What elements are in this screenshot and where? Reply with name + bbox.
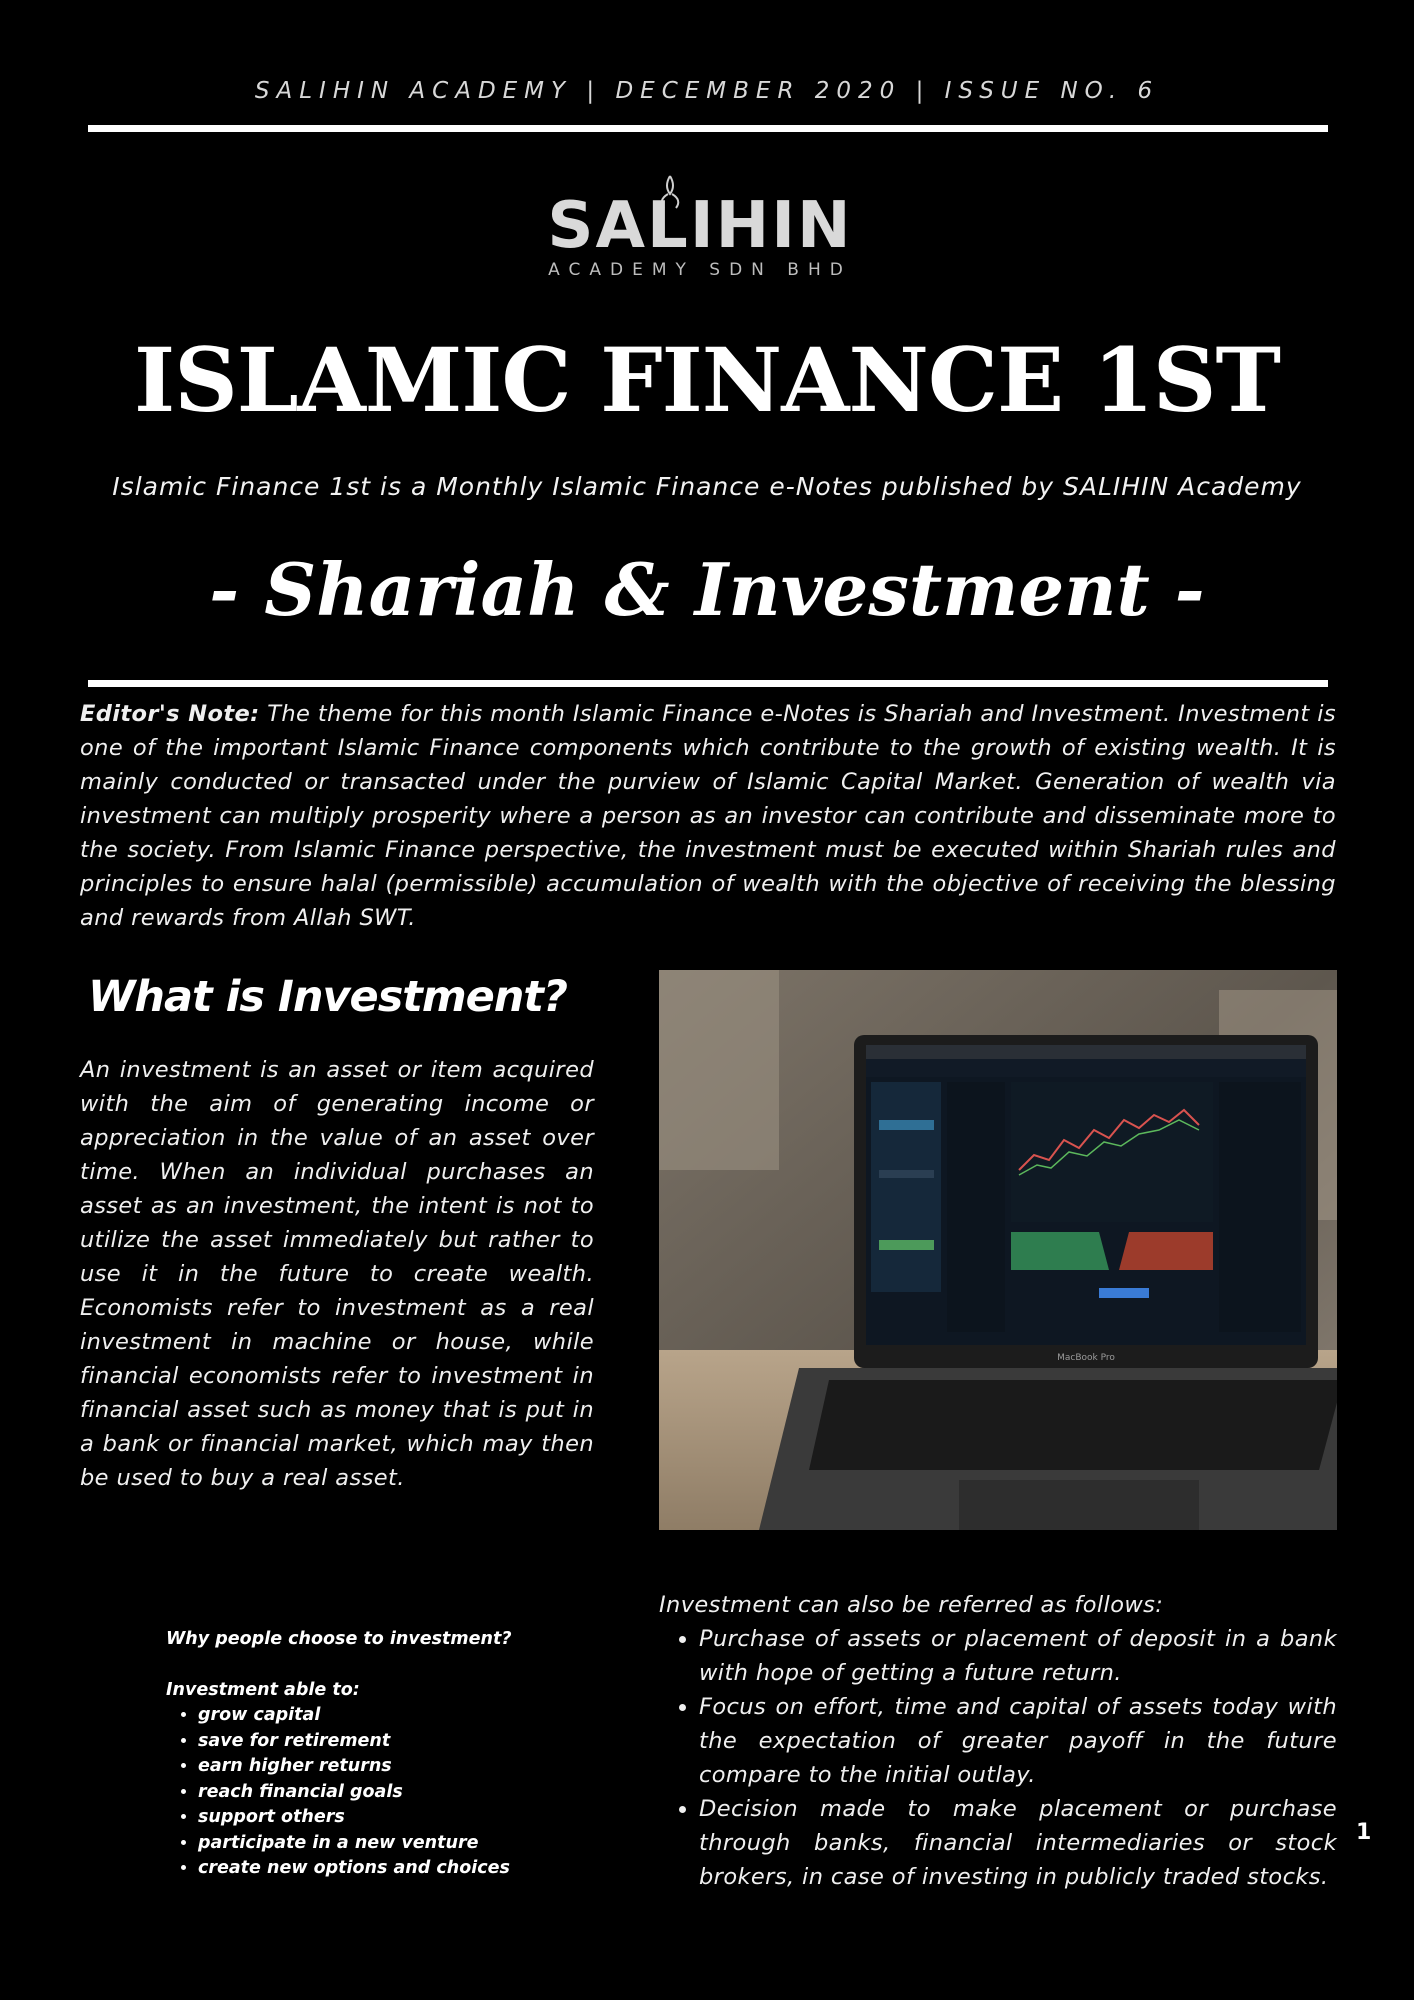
list-item: • participate in a new venture [198, 1831, 586, 1857]
list-item: • Focus on effort, time and capital of assets today with the expectation of greater payoff in the future compare to the initial outlay. [699, 1690, 1337, 1792]
list-item: • earn higher returns [198, 1754, 586, 1780]
list-item: • reach financial goals [198, 1780, 586, 1806]
masthead: SALIHIN ACADEMY | DECEMBER 2020 | ISSUE NO. 6 [254, 78, 1160, 104]
list-item: • create new options and choices [198, 1856, 586, 1882]
list-item: • Decision made to make placement or purchase through banks, financial intermediaries or stock brokers, in case of investing in publicly traded stocks. [699, 1792, 1337, 1894]
list-item: • grow capital [198, 1703, 586, 1729]
list-item: • save for retirement [198, 1729, 586, 1755]
page-number: 1 [1356, 1820, 1372, 1845]
definitions-list [659, 1622, 1337, 1894]
list-item: • Purchase of assets or placement of deposit in a bank with hope of getting a future return. [699, 1622, 1337, 1690]
laptop-model-label: MacBook Pro [1057, 1353, 1115, 1363]
list-item: • support others [198, 1805, 586, 1831]
editor-note-label: Editor's Note: [80, 701, 260, 727]
section-title: What is Investment? [88, 972, 567, 1022]
logo-name: SALIHIN [547, 189, 853, 263]
page-title: ISLAMIC FINANCE 1ST [134, 328, 1280, 432]
editor-note [80, 697, 1336, 935]
why-invest-box [166, 1627, 586, 1882]
logo-graphic [500, 172, 900, 282]
laptop-trading-photo [659, 970, 1337, 1530]
investment-definitions [659, 1588, 1337, 1894]
logo-subtitle: ACADEMY SDN BHD [548, 260, 852, 280]
section-body: An investment is an asset or item acquired with the aim of generating income or appreciation in the value of an asset over time. When an individual purchases an asset as an investment, the intent is not to utilize the asset immediately but rather to use it in the future to create wealth. Economists refer to investment as a real investment in machine or house, while financial economists refer to investment in financial asset such as money that is put in a bank or financial market, which may then be used to buy a real asset. [80, 1057, 594, 1491]
section-divider [88, 680, 1328, 687]
editor-note-text: The theme for this month Islamic Finance e-Notes is Shariah and Investment. Investment is one of the important Islamic Finance components which contribute to the growth of existing wealth. It is mainly conducted or transacted under the purview of Islamic Capital Market. Generation of wealth via investment can multiply prosperity where a person as an investor can contribute and disseminate more to the society. From Islamic Finance perspective, the investment must be executed within Shariah rules and principles to ensure halal (permissible) accumulation of wealth with the objective of receiving the blessing and rewards from Allah SWT. [80, 701, 1336, 931]
why-question: Why people choose to investment? [166, 1629, 512, 1649]
definitions-intro: Investment can also be referred as follows: [659, 1592, 1164, 1618]
benefits-list [166, 1703, 586, 1882]
tagline: Islamic Finance 1st is a Monthly Islamic Finance e-Notes published by SALIHIN Academy [112, 472, 1302, 501]
top-divider [88, 125, 1328, 132]
salihin-logo [500, 172, 900, 282]
issue-theme: - Shariah & Investment - [209, 547, 1205, 632]
why-intro: Investment able to: [166, 1679, 360, 1700]
